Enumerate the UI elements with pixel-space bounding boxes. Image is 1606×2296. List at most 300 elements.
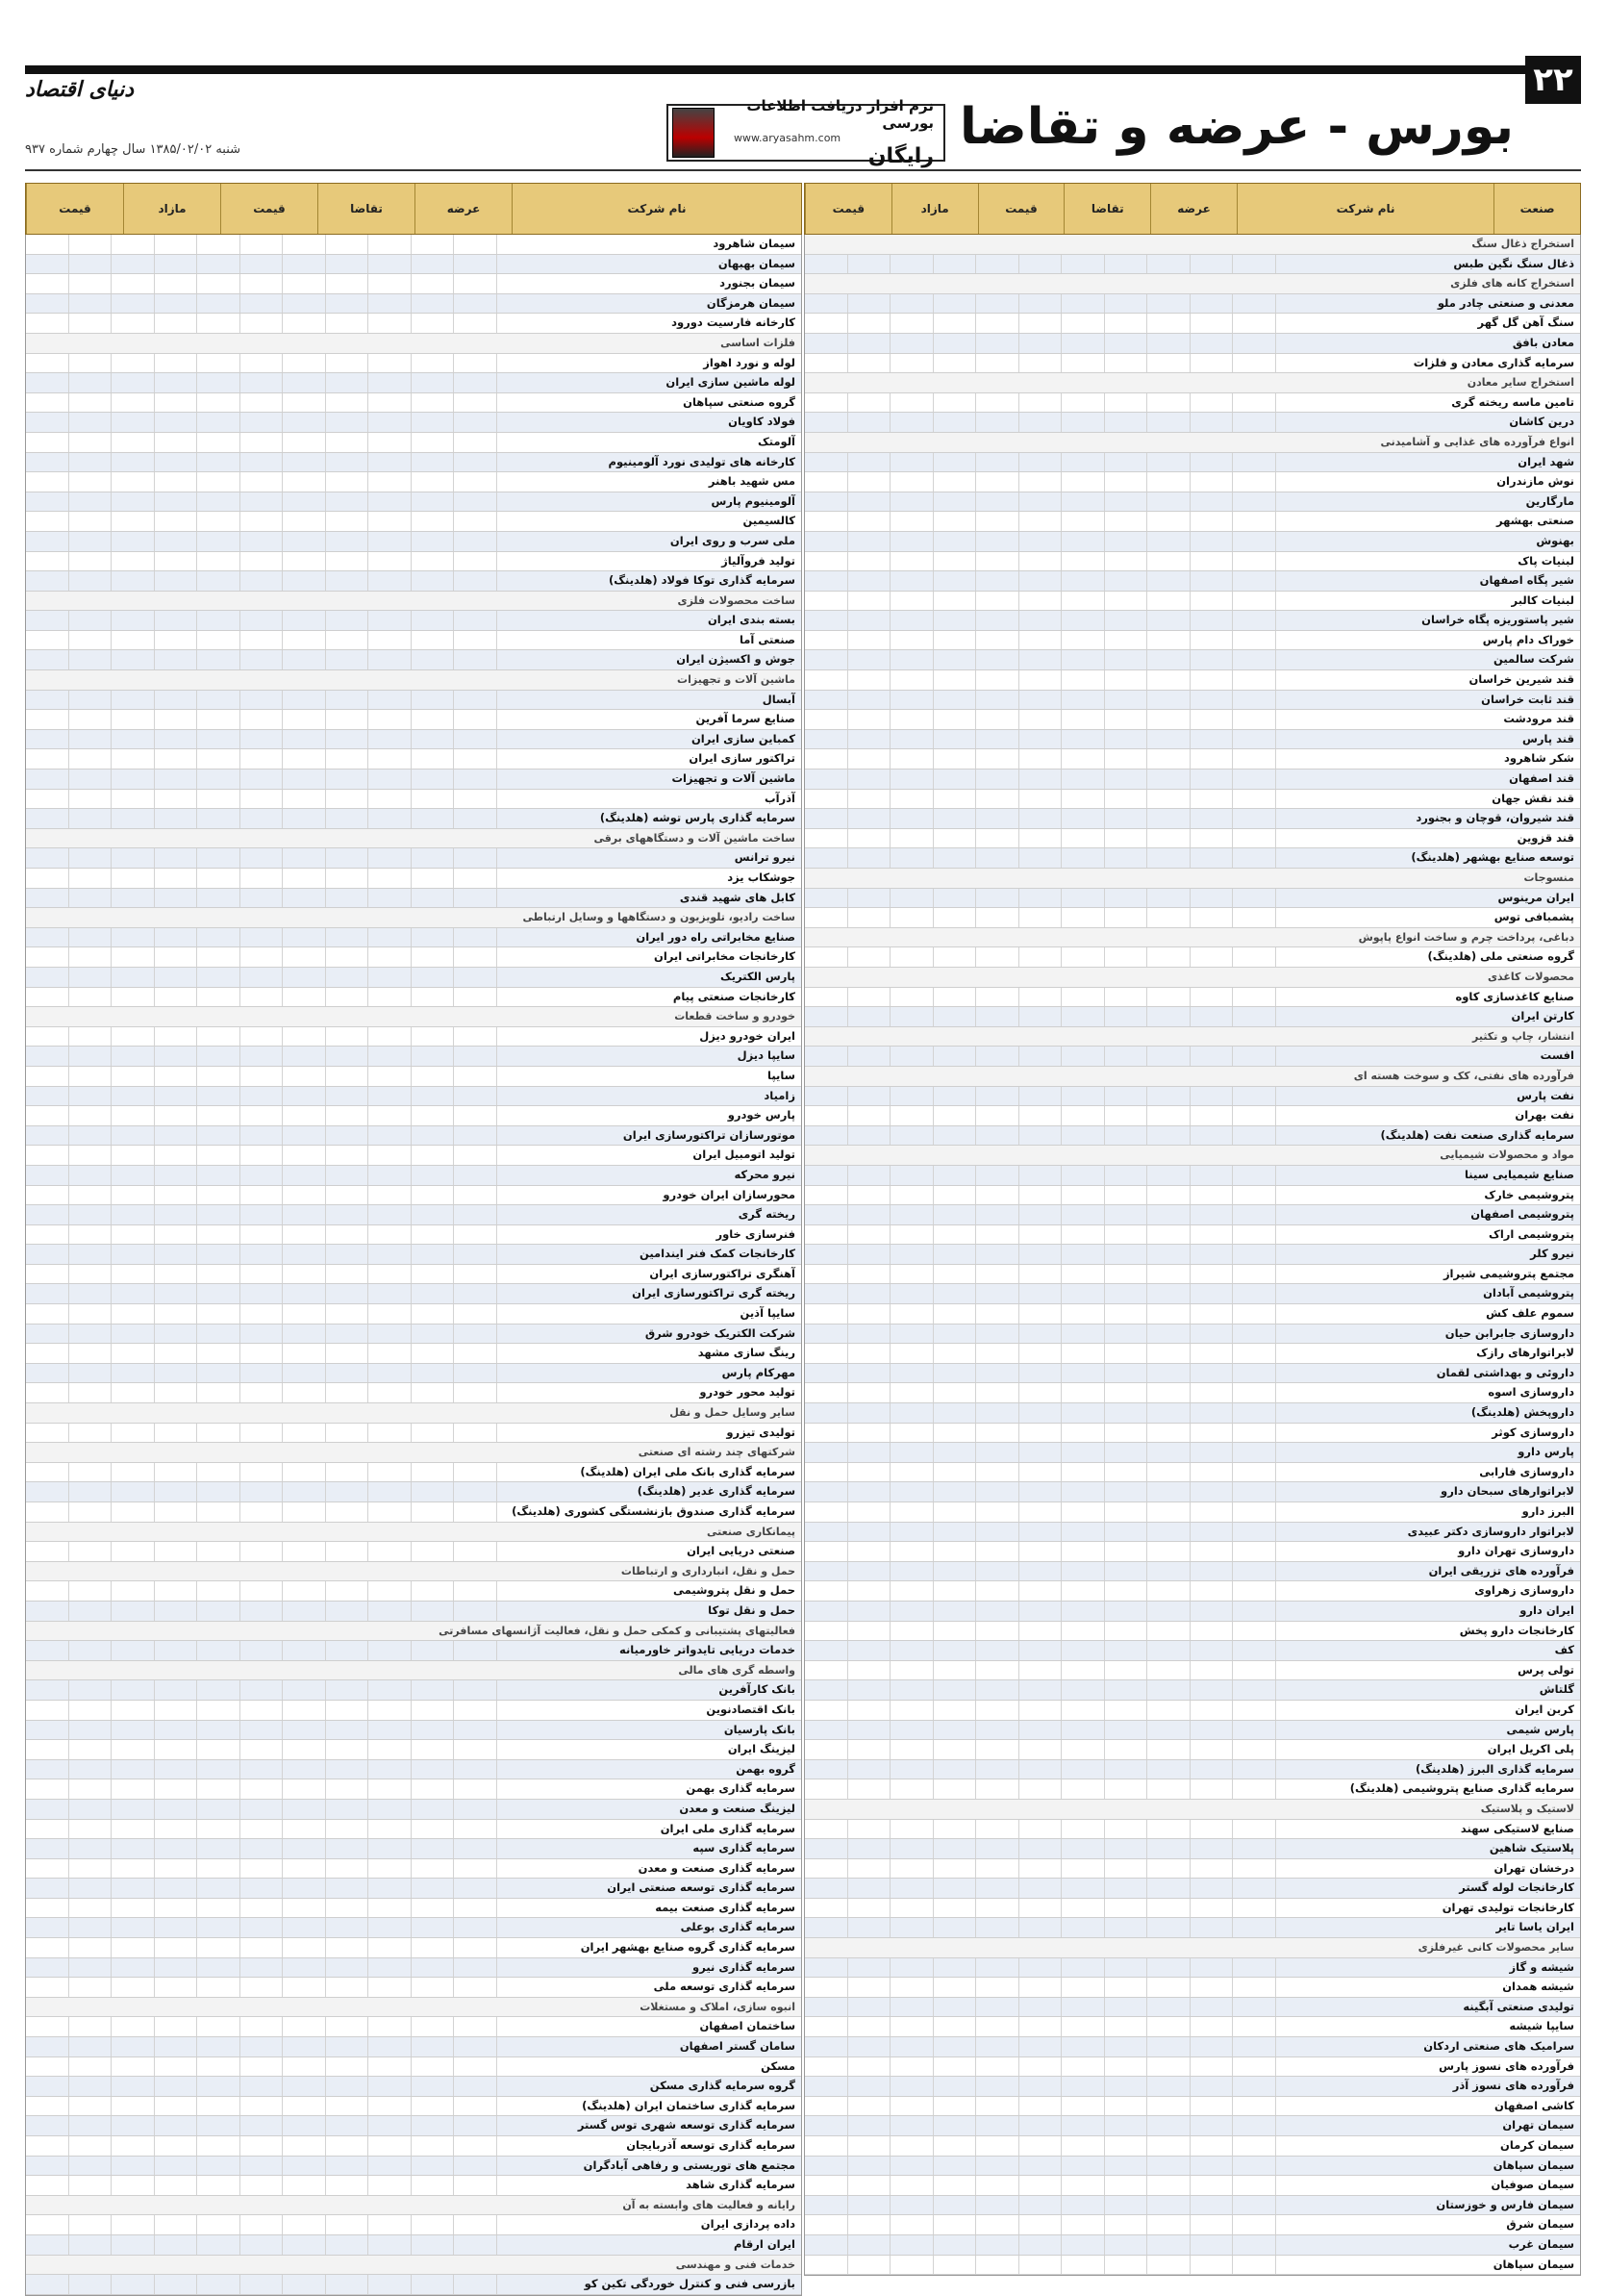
table-row bbox=[26, 968, 801, 988]
value-cell bbox=[1147, 453, 1191, 472]
value-cell bbox=[326, 1344, 369, 1363]
value-cell bbox=[848, 2176, 891, 2195]
company-name: فرآورده های تزریقی ایران bbox=[1428, 1563, 1574, 1577]
section-row bbox=[26, 1622, 801, 1642]
value-cell bbox=[155, 730, 198, 749]
table-row bbox=[805, 2057, 1580, 2078]
value-cell bbox=[368, 2157, 412, 2176]
value-cell bbox=[112, 1463, 155, 1482]
value-cell bbox=[26, 2077, 69, 2096]
value-cell bbox=[848, 1344, 891, 1363]
value-cell bbox=[197, 790, 240, 809]
value-cell bbox=[976, 1463, 1019, 1482]
company-name: شیشه و گاز bbox=[1509, 1959, 1574, 1974]
value-cell bbox=[368, 1265, 412, 1284]
value-cell bbox=[368, 512, 412, 531]
table-row bbox=[805, 1106, 1580, 1126]
value-cell bbox=[368, 889, 412, 908]
value-cell bbox=[934, 1463, 977, 1482]
company-name: مجتمع های توریستی و رفاهی آبادگران bbox=[583, 2157, 795, 2172]
value-cell bbox=[1062, 1978, 1105, 1997]
value-cell bbox=[1147, 749, 1191, 769]
company-name: صنایع مخابراتی راه دور ایران bbox=[636, 929, 795, 944]
value-cell bbox=[934, 1998, 977, 2017]
value-cell bbox=[197, 650, 240, 669]
value-cell bbox=[891, 1344, 934, 1363]
value-cell bbox=[934, 1978, 977, 1997]
value-cell bbox=[26, 2037, 69, 2056]
value-cell bbox=[26, 235, 69, 254]
company-name: مجتمع پتروشیمی شیراز bbox=[1443, 1266, 1574, 1280]
value-cell bbox=[805, 1463, 848, 1482]
value-cell bbox=[155, 1047, 198, 1066]
value-cell bbox=[976, 1978, 1019, 1997]
value-cell bbox=[326, 928, 369, 947]
value-cell bbox=[1062, 2077, 1105, 2096]
value-cell bbox=[1191, 1622, 1234, 1641]
value-cell bbox=[1062, 294, 1105, 314]
value-cell bbox=[326, 2235, 369, 2255]
value-cell bbox=[454, 1325, 497, 1344]
header-demand: تقاضا bbox=[317, 184, 414, 234]
value-cell bbox=[412, 1779, 455, 1799]
value-cell bbox=[1147, 1047, 1191, 1066]
value-cell bbox=[412, 1166, 455, 1185]
value-cell bbox=[1233, 571, 1276, 591]
value-cell bbox=[1019, 552, 1063, 571]
value-cell bbox=[69, 2097, 113, 2116]
company-name: سیمان غرب bbox=[1508, 2236, 1574, 2251]
value-cell bbox=[891, 730, 934, 749]
value-cell bbox=[1105, 294, 1148, 314]
value-cell bbox=[805, 1482, 848, 1501]
value-cell bbox=[112, 1602, 155, 1621]
value-cell bbox=[976, 1523, 1019, 1542]
value-cell bbox=[197, 1284, 240, 1303]
value-cell bbox=[368, 373, 412, 392]
company-name: داروئی و بهداشتی لقمان bbox=[1436, 1365, 1574, 1379]
value-cell bbox=[155, 1383, 198, 1402]
value-cell bbox=[848, 1859, 891, 1879]
value-cell bbox=[848, 1443, 891, 1462]
value-cell bbox=[1105, 2235, 1148, 2255]
value-cell bbox=[805, 1364, 848, 1383]
value-cell bbox=[368, 1106, 412, 1125]
value-cell bbox=[240, 2157, 284, 2176]
value-cell bbox=[1019, 1403, 1063, 1423]
company-name: رینگ سازی مشهد bbox=[697, 1346, 795, 1360]
value-cell bbox=[69, 1899, 113, 1918]
company-name: لیزینگ صنعت و معدن bbox=[679, 1801, 795, 1815]
value-cell bbox=[1105, 1562, 1148, 1581]
value-cell bbox=[891, 552, 934, 571]
value-cell bbox=[454, 2136, 497, 2156]
value-cell bbox=[283, 1721, 326, 1740]
value-cell bbox=[368, 1482, 412, 1501]
value-cell bbox=[1191, 1225, 1234, 1245]
value-cell bbox=[934, 255, 977, 274]
value-cell bbox=[805, 413, 848, 432]
value-cell bbox=[1191, 2037, 1234, 2056]
value-cell bbox=[326, 848, 369, 868]
value-cell bbox=[1062, 1701, 1105, 1720]
value-cell bbox=[1147, 988, 1191, 1007]
value-cell bbox=[197, 1067, 240, 1086]
value-cell bbox=[26, 255, 69, 274]
value-cell bbox=[69, 710, 113, 729]
value-cell bbox=[69, 433, 113, 452]
value-cell bbox=[891, 1958, 934, 1978]
value-cell bbox=[326, 1027, 369, 1047]
value-cell bbox=[1019, 1186, 1063, 1205]
value-cell bbox=[26, 1027, 69, 1047]
table-row bbox=[26, 1641, 801, 1661]
value-cell bbox=[1062, 1721, 1105, 1740]
value-cell bbox=[26, 1265, 69, 1284]
table-row bbox=[805, 2017, 1580, 2037]
value-cell bbox=[1019, 2037, 1063, 2056]
value-cell bbox=[454, 730, 497, 749]
value-cell bbox=[326, 1383, 369, 1402]
value-cell bbox=[197, 730, 240, 749]
value-cell bbox=[240, 869, 284, 888]
value-cell bbox=[155, 2275, 198, 2294]
value-cell bbox=[283, 1205, 326, 1224]
table-row bbox=[805, 691, 1580, 711]
value-cell bbox=[240, 393, 284, 413]
value-cell bbox=[1233, 691, 1276, 710]
value-cell bbox=[240, 1839, 284, 1858]
value-cell bbox=[1191, 1502, 1234, 1522]
value-cell bbox=[112, 770, 155, 789]
value-cell bbox=[891, 492, 934, 512]
table-header bbox=[804, 183, 1581, 235]
value-cell bbox=[1105, 552, 1148, 571]
value-cell bbox=[891, 1859, 934, 1879]
value-cell bbox=[412, 294, 455, 314]
value-cell bbox=[1105, 1186, 1148, 1205]
value-cell bbox=[891, 453, 934, 472]
value-cell bbox=[112, 532, 155, 551]
value-cell bbox=[1062, 749, 1105, 769]
company-name: کف bbox=[1554, 1643, 1574, 1657]
value-cell bbox=[112, 650, 155, 669]
value-cell bbox=[283, 354, 326, 373]
value-cell bbox=[1019, 1701, 1063, 1720]
value-cell bbox=[1019, 1424, 1063, 1443]
value-cell bbox=[240, 1364, 284, 1383]
value-cell bbox=[1233, 1701, 1276, 1720]
value-cell bbox=[412, 2116, 455, 2135]
value-cell bbox=[240, 1325, 284, 1344]
value-cell bbox=[283, 2037, 326, 2056]
value-cell bbox=[240, 2136, 284, 2156]
value-cell bbox=[1019, 1562, 1063, 1581]
value-cell bbox=[805, 1245, 848, 1264]
company-name: فرآورده های نسوز آذر bbox=[1452, 2079, 1574, 2093]
value-cell bbox=[326, 1502, 369, 1522]
value-cell bbox=[283, 413, 326, 432]
section-row bbox=[805, 274, 1580, 294]
value-cell bbox=[1147, 1383, 1191, 1402]
value-cell bbox=[368, 1364, 412, 1383]
value-cell bbox=[326, 373, 369, 392]
value-cell bbox=[1191, 472, 1234, 492]
value-cell bbox=[240, 631, 284, 650]
value-cell bbox=[1147, 650, 1191, 669]
value-cell bbox=[934, 1523, 977, 1542]
value-cell bbox=[368, 235, 412, 254]
value-cell bbox=[283, 1779, 326, 1799]
table-row bbox=[26, 1205, 801, 1225]
value-cell bbox=[368, 2097, 412, 2116]
section-row bbox=[26, 334, 801, 354]
value-cell bbox=[155, 1938, 198, 1957]
value-cell bbox=[976, 790, 1019, 809]
value-cell bbox=[1105, 770, 1148, 789]
value-cell bbox=[1062, 255, 1105, 274]
value-cell bbox=[326, 1542, 369, 1561]
company-name: مهرکام پارس bbox=[721, 1365, 795, 1379]
table-row bbox=[805, 314, 1580, 334]
value-cell bbox=[326, 1067, 369, 1086]
value-cell bbox=[848, 829, 891, 848]
value-cell bbox=[326, 947, 369, 967]
value-cell bbox=[1062, 809, 1105, 828]
company-name: ساختمان اصفهان bbox=[699, 2019, 795, 2033]
value-cell bbox=[891, 670, 934, 690]
value-cell bbox=[1191, 2235, 1234, 2255]
value-cell bbox=[976, 848, 1019, 868]
value-cell bbox=[69, 1820, 113, 1839]
value-cell bbox=[848, 453, 891, 472]
value-cell bbox=[805, 2057, 848, 2077]
table-row bbox=[26, 1126, 801, 1147]
value-cell bbox=[1062, 670, 1105, 690]
company-name: قند پارس bbox=[1522, 731, 1574, 745]
value-cell bbox=[891, 1166, 934, 1185]
value-cell bbox=[848, 2097, 891, 2116]
value-cell bbox=[112, 1482, 155, 1501]
value-cell bbox=[805, 2256, 848, 2275]
value-cell bbox=[1191, 1839, 1234, 1858]
value-cell bbox=[1147, 1126, 1191, 1146]
value-cell bbox=[934, 1186, 977, 1205]
value-cell bbox=[412, 2275, 455, 2294]
company-name: نفت بهران bbox=[1515, 1108, 1574, 1123]
value-cell bbox=[1019, 1760, 1063, 1779]
table-row bbox=[26, 869, 801, 889]
company-name: کارخانجات لوله گستر bbox=[1459, 1880, 1574, 1895]
value-cell bbox=[976, 631, 1019, 650]
value-cell bbox=[283, 631, 326, 650]
value-cell bbox=[1147, 889, 1191, 908]
value-cell bbox=[976, 770, 1019, 789]
value-cell bbox=[454, 571, 497, 591]
value-cell bbox=[1233, 492, 1276, 512]
value-cell bbox=[112, 1779, 155, 1799]
value-cell bbox=[69, 1740, 113, 1759]
table-row bbox=[805, 809, 1580, 829]
value-cell bbox=[805, 1562, 848, 1581]
value-cell bbox=[1233, 1502, 1276, 1522]
value-cell bbox=[412, 1820, 455, 1839]
value-cell bbox=[197, 1186, 240, 1205]
value-cell bbox=[976, 334, 1019, 353]
value-cell bbox=[1147, 1581, 1191, 1601]
value-cell bbox=[368, 294, 412, 314]
value-cell bbox=[934, 1899, 977, 1918]
table-row bbox=[805, 1403, 1580, 1424]
value-cell bbox=[412, 869, 455, 888]
value-cell bbox=[368, 354, 412, 373]
value-cell bbox=[155, 1424, 198, 1443]
ad-url[interactable]: www.aryasahm.com bbox=[734, 132, 841, 144]
table-row bbox=[805, 2215, 1580, 2235]
value-cell bbox=[1105, 1721, 1148, 1740]
value-cell bbox=[197, 1364, 240, 1383]
value-cell bbox=[1233, 710, 1276, 729]
value-cell bbox=[240, 1265, 284, 1284]
value-cell bbox=[112, 1641, 155, 1660]
value-cell bbox=[1105, 1879, 1148, 1898]
value-cell bbox=[197, 532, 240, 551]
value-cell bbox=[112, 1958, 155, 1978]
value-cell bbox=[197, 928, 240, 947]
value-cell bbox=[1062, 1918, 1105, 1937]
value-cell bbox=[326, 354, 369, 373]
value-cell bbox=[848, 1047, 891, 1066]
value-cell bbox=[1105, 848, 1148, 868]
value-cell bbox=[934, 650, 977, 669]
value-cell bbox=[891, 2116, 934, 2135]
value-cell bbox=[891, 1899, 934, 1918]
value-cell bbox=[1191, 413, 1234, 432]
company-name: موتورسازان تراکتورسازی ایران bbox=[622, 1127, 795, 1142]
value-cell bbox=[1105, 492, 1148, 512]
value-cell bbox=[805, 1126, 848, 1146]
value-cell bbox=[69, 770, 113, 789]
value-cell bbox=[1105, 2256, 1148, 2275]
value-cell bbox=[368, 1225, 412, 1245]
value-cell bbox=[1105, 1899, 1148, 1918]
value-cell bbox=[368, 274, 412, 293]
value-cell bbox=[891, 889, 934, 908]
advertisement[interactable] bbox=[666, 97, 945, 168]
value-cell bbox=[848, 472, 891, 492]
table-row bbox=[26, 928, 801, 948]
value-cell bbox=[412, 1482, 455, 1501]
value-cell bbox=[112, 433, 155, 452]
value-cell bbox=[805, 1523, 848, 1542]
value-cell bbox=[1019, 1087, 1063, 1106]
value-cell bbox=[805, 889, 848, 908]
value-cell bbox=[848, 2157, 891, 2176]
value-cell bbox=[1233, 2057, 1276, 2077]
value-cell bbox=[934, 1622, 977, 1641]
value-cell bbox=[368, 314, 412, 333]
value-cell bbox=[69, 1383, 113, 1402]
value-cell bbox=[976, 1661, 1019, 1680]
value-cell bbox=[112, 1978, 155, 1997]
value-cell bbox=[412, 1899, 455, 1918]
company-name: کارخانه فارسیت دورود bbox=[671, 315, 795, 330]
company-name: بسته بندی ایران bbox=[707, 613, 795, 627]
value-cell bbox=[26, 1482, 69, 1501]
value-cell bbox=[848, 1879, 891, 1898]
value-cell bbox=[412, 1760, 455, 1779]
value-cell bbox=[112, 1383, 155, 1402]
company-name: سیمان شرق bbox=[1506, 2217, 1574, 2232]
value-cell bbox=[805, 988, 848, 1007]
value-cell bbox=[1147, 1186, 1191, 1205]
value-cell bbox=[283, 373, 326, 392]
section-title: سایر وسایل حمل و نقل bbox=[669, 1406, 795, 1420]
value-cell bbox=[283, 235, 326, 254]
value-cell bbox=[197, 1740, 240, 1759]
value-cell bbox=[848, 691, 891, 710]
value-cell bbox=[848, 2215, 891, 2234]
value-cell bbox=[1105, 650, 1148, 669]
value-cell bbox=[1105, 472, 1148, 492]
value-cell bbox=[155, 2235, 198, 2255]
value-cell bbox=[976, 1265, 1019, 1284]
value-cell bbox=[1191, 532, 1234, 551]
value-cell bbox=[976, 1680, 1019, 1700]
section-row bbox=[805, 1027, 1580, 1047]
table-row bbox=[805, 1344, 1580, 1364]
value-cell bbox=[891, 393, 934, 413]
value-cell bbox=[368, 1859, 412, 1879]
value-cell bbox=[805, 2157, 848, 2176]
table-row bbox=[26, 2017, 801, 2037]
value-cell bbox=[326, 1047, 369, 1066]
table-row bbox=[26, 393, 801, 414]
value-cell bbox=[26, 730, 69, 749]
value-cell bbox=[1062, 650, 1105, 669]
value-cell bbox=[1105, 809, 1148, 828]
company-name: قند نقش جهان bbox=[1492, 791, 1574, 805]
value-cell bbox=[197, 1760, 240, 1779]
value-cell bbox=[69, 1284, 113, 1303]
value-cell bbox=[454, 1779, 497, 1799]
value-cell bbox=[976, 1047, 1019, 1066]
value-cell bbox=[454, 1344, 497, 1363]
table-row bbox=[26, 1542, 801, 1562]
value-cell bbox=[1147, 255, 1191, 274]
value-cell bbox=[1019, 592, 1063, 611]
table-row bbox=[805, 1562, 1580, 1582]
value-cell bbox=[112, 1938, 155, 1957]
value-cell bbox=[891, 1502, 934, 1522]
value-cell bbox=[1019, 1284, 1063, 1303]
value-cell bbox=[197, 1542, 240, 1561]
value-cell bbox=[454, 1918, 497, 1937]
value-cell bbox=[891, 829, 934, 848]
value-cell bbox=[197, 1047, 240, 1066]
value-cell bbox=[112, 2116, 155, 2135]
value-cell bbox=[1233, 1443, 1276, 1462]
value-cell bbox=[805, 1701, 848, 1720]
value-cell bbox=[1019, 1364, 1063, 1383]
value-cell bbox=[283, 611, 326, 630]
value-cell bbox=[412, 235, 455, 254]
value-cell bbox=[1191, 2256, 1234, 2275]
value-cell bbox=[368, 2136, 412, 2156]
value-cell bbox=[1233, 1899, 1276, 1918]
value-cell bbox=[976, 1364, 1019, 1383]
value-cell bbox=[155, 255, 198, 274]
